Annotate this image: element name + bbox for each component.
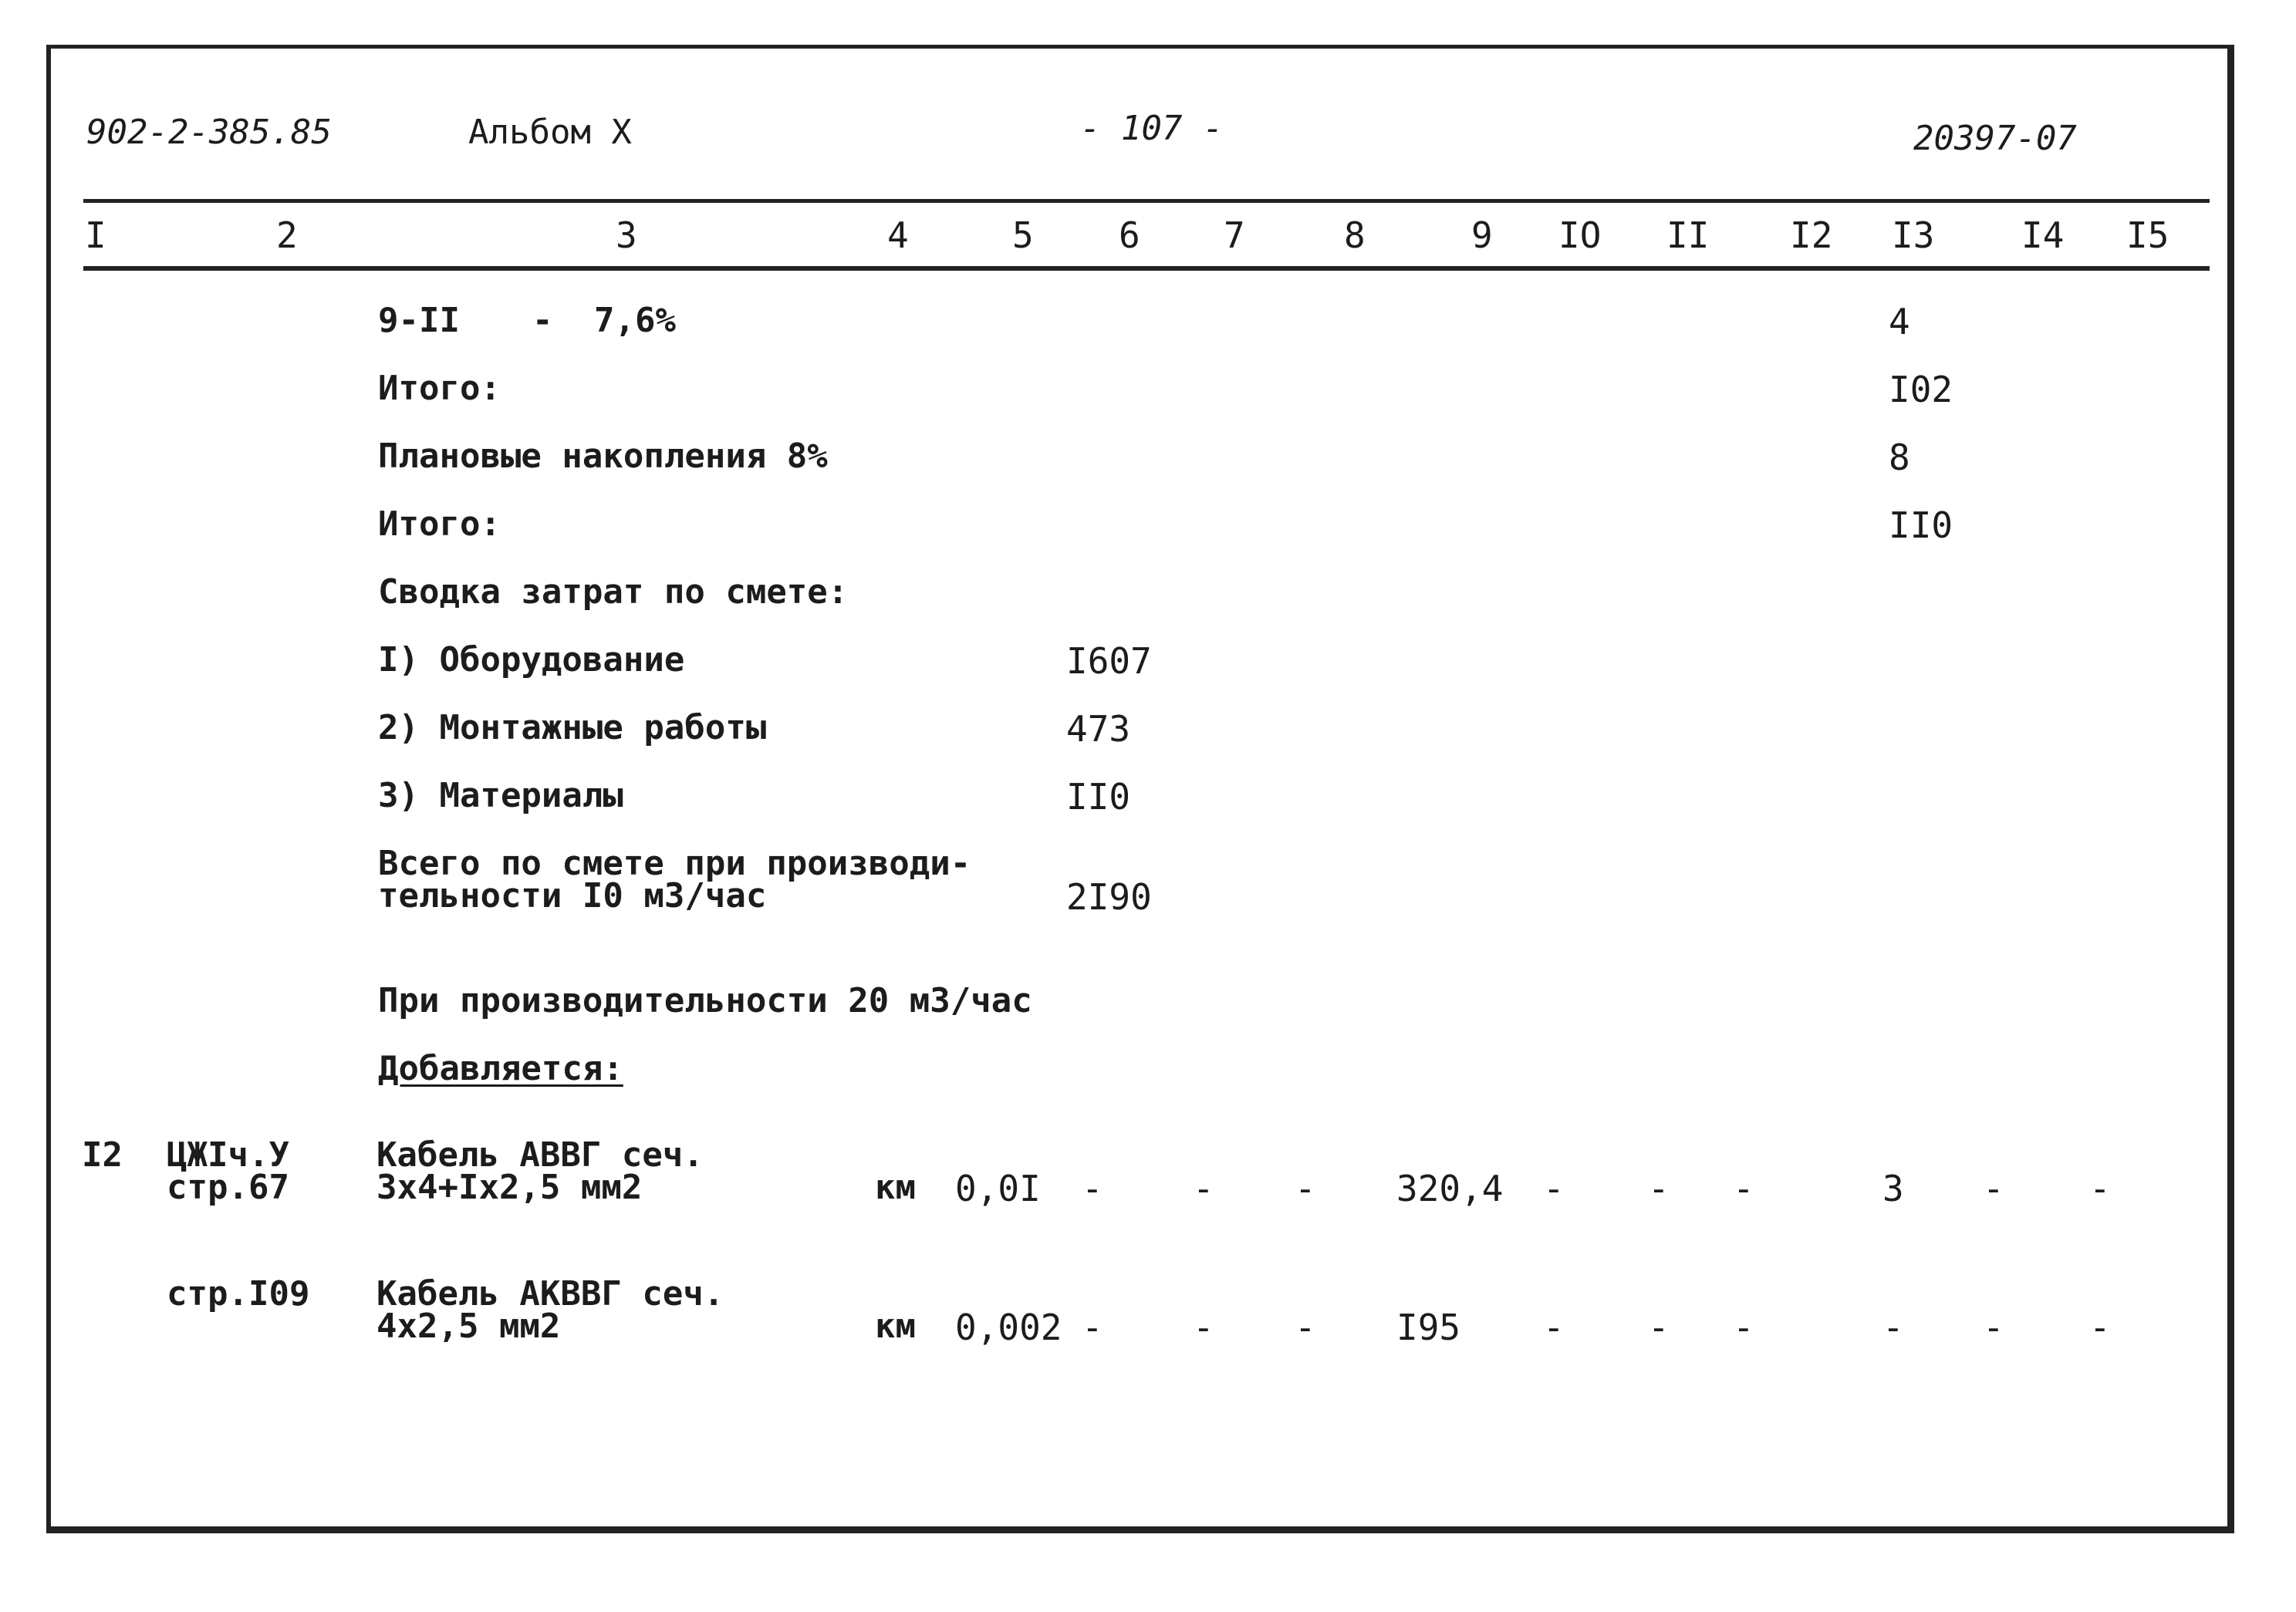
header-rule-bottom bbox=[83, 266, 2210, 271]
row1-col7: - bbox=[1193, 1168, 1214, 1209]
col-header-12: I2 bbox=[1790, 214, 1833, 256]
row2-col10: - bbox=[1543, 1307, 1565, 1348]
equipment-value: I607 bbox=[1066, 640, 1152, 682]
col-header-14: I4 bbox=[2021, 214, 2065, 256]
row2-col11: - bbox=[1648, 1307, 1670, 1348]
col-header-9: 9 bbox=[1471, 214, 1493, 256]
capacity-note: При производительности 20 м3/час bbox=[378, 981, 1032, 1020]
row2-col12: - bbox=[1733, 1307, 1754, 1348]
materials-value: II0 bbox=[1066, 776, 1131, 818]
row1-col11: - bbox=[1648, 1168, 1670, 1209]
planned-savings-value: 8 bbox=[1889, 437, 1910, 478]
col-header-4: 4 bbox=[887, 214, 909, 256]
installation-label: 2) Монтажные работы bbox=[378, 708, 767, 747]
planned-savings-label: Плановые накопления 8% bbox=[378, 437, 828, 476]
col-header-6: 6 bbox=[1119, 214, 1140, 256]
row1-col14: - bbox=[1983, 1168, 2004, 1209]
col-header-15: I5 bbox=[2126, 214, 2169, 256]
line-9-11-label: 9-II bbox=[378, 301, 460, 340]
row2-col6: - bbox=[1082, 1307, 1103, 1348]
row1-position: I2 bbox=[82, 1135, 123, 1175]
row2-quantity: 0,002 bbox=[955, 1307, 1062, 1348]
col-header-10: IO bbox=[1558, 214, 1602, 256]
col-header-13: I3 bbox=[1892, 214, 1935, 256]
total-1-value: I02 bbox=[1889, 369, 1953, 410]
line-9-11-dash: - bbox=[532, 301, 553, 340]
row1-col12: - bbox=[1733, 1168, 1754, 1209]
grand-total-label-1: Всего по смете при производи- bbox=[378, 844, 971, 883]
row1-desc-line2: 3х4+Iх2,5 мм2 bbox=[376, 1168, 643, 1207]
row2-col9: I95 bbox=[1396, 1307, 1461, 1348]
col-header-1: I bbox=[85, 214, 106, 256]
row1-unit: км bbox=[875, 1168, 916, 1207]
summary-heading: Сводка затрат по смете: bbox=[378, 572, 849, 612]
row1-code-line1: ЦЖIч.У bbox=[167, 1135, 289, 1175]
added-label: Добавляется: bbox=[378, 1049, 623, 1088]
row1-col15: - bbox=[2089, 1168, 2111, 1209]
grand-total-label-2: тельности I0 м3/час bbox=[378, 876, 767, 916]
page-number: - 107 - bbox=[1080, 109, 1224, 148]
row1-col6: - bbox=[1082, 1168, 1103, 1209]
row2-col8: - bbox=[1295, 1307, 1316, 1348]
installation-value: 473 bbox=[1066, 708, 1131, 750]
col-header-8: 8 bbox=[1344, 214, 1366, 256]
row2-col15: - bbox=[2089, 1307, 2111, 1348]
row1-col8: - bbox=[1295, 1168, 1316, 1209]
col-header-3: 3 bbox=[616, 214, 637, 256]
total-1-label: Итого: bbox=[378, 369, 501, 408]
row2-unit: км bbox=[875, 1307, 916, 1346]
row2-desc-line1: Кабель АКВВГ сеч. bbox=[376, 1274, 724, 1314]
row2-code-line1: стр.I09 bbox=[167, 1274, 310, 1314]
total-2-value: II0 bbox=[1889, 504, 1953, 546]
equipment-label: I) Оборудование bbox=[378, 640, 685, 680]
total-2-label: Итого: bbox=[378, 504, 501, 544]
col-header-7: 7 bbox=[1224, 214, 1245, 256]
materials-label: 3) Материалы bbox=[378, 776, 623, 815]
row1-col10: - bbox=[1543, 1168, 1565, 1209]
line-9-11-pct: 7,6% bbox=[594, 301, 676, 340]
col-header-5: 5 bbox=[1012, 214, 1034, 256]
album-label: Альбом X bbox=[468, 113, 632, 152]
row2-col7: - bbox=[1193, 1307, 1214, 1348]
sheet-code: 20397-07 bbox=[1913, 119, 2077, 158]
grand-total-value: 2I90 bbox=[1066, 876, 1152, 918]
row2-desc-line2: 4х2,5 мм2 bbox=[376, 1307, 561, 1346]
row1-col13: 3 bbox=[1882, 1168, 1904, 1209]
line-9-11-value: 4 bbox=[1889, 301, 1910, 342]
row2-col14: - bbox=[1983, 1307, 2004, 1348]
row1-code-line2: стр.67 bbox=[167, 1168, 289, 1207]
row1-col9: 320,4 bbox=[1396, 1168, 1504, 1209]
doc-code: 902-2-385.85 bbox=[86, 113, 332, 152]
row1-quantity: 0,0I bbox=[955, 1168, 1041, 1209]
col-header-2: 2 bbox=[276, 214, 298, 256]
col-header-11: II bbox=[1666, 214, 1710, 256]
row1-desc-line1: Кабель АВВГ сеч. bbox=[376, 1135, 704, 1175]
header-rule-top bbox=[83, 199, 2210, 203]
row2-col13: - bbox=[1882, 1307, 1904, 1348]
